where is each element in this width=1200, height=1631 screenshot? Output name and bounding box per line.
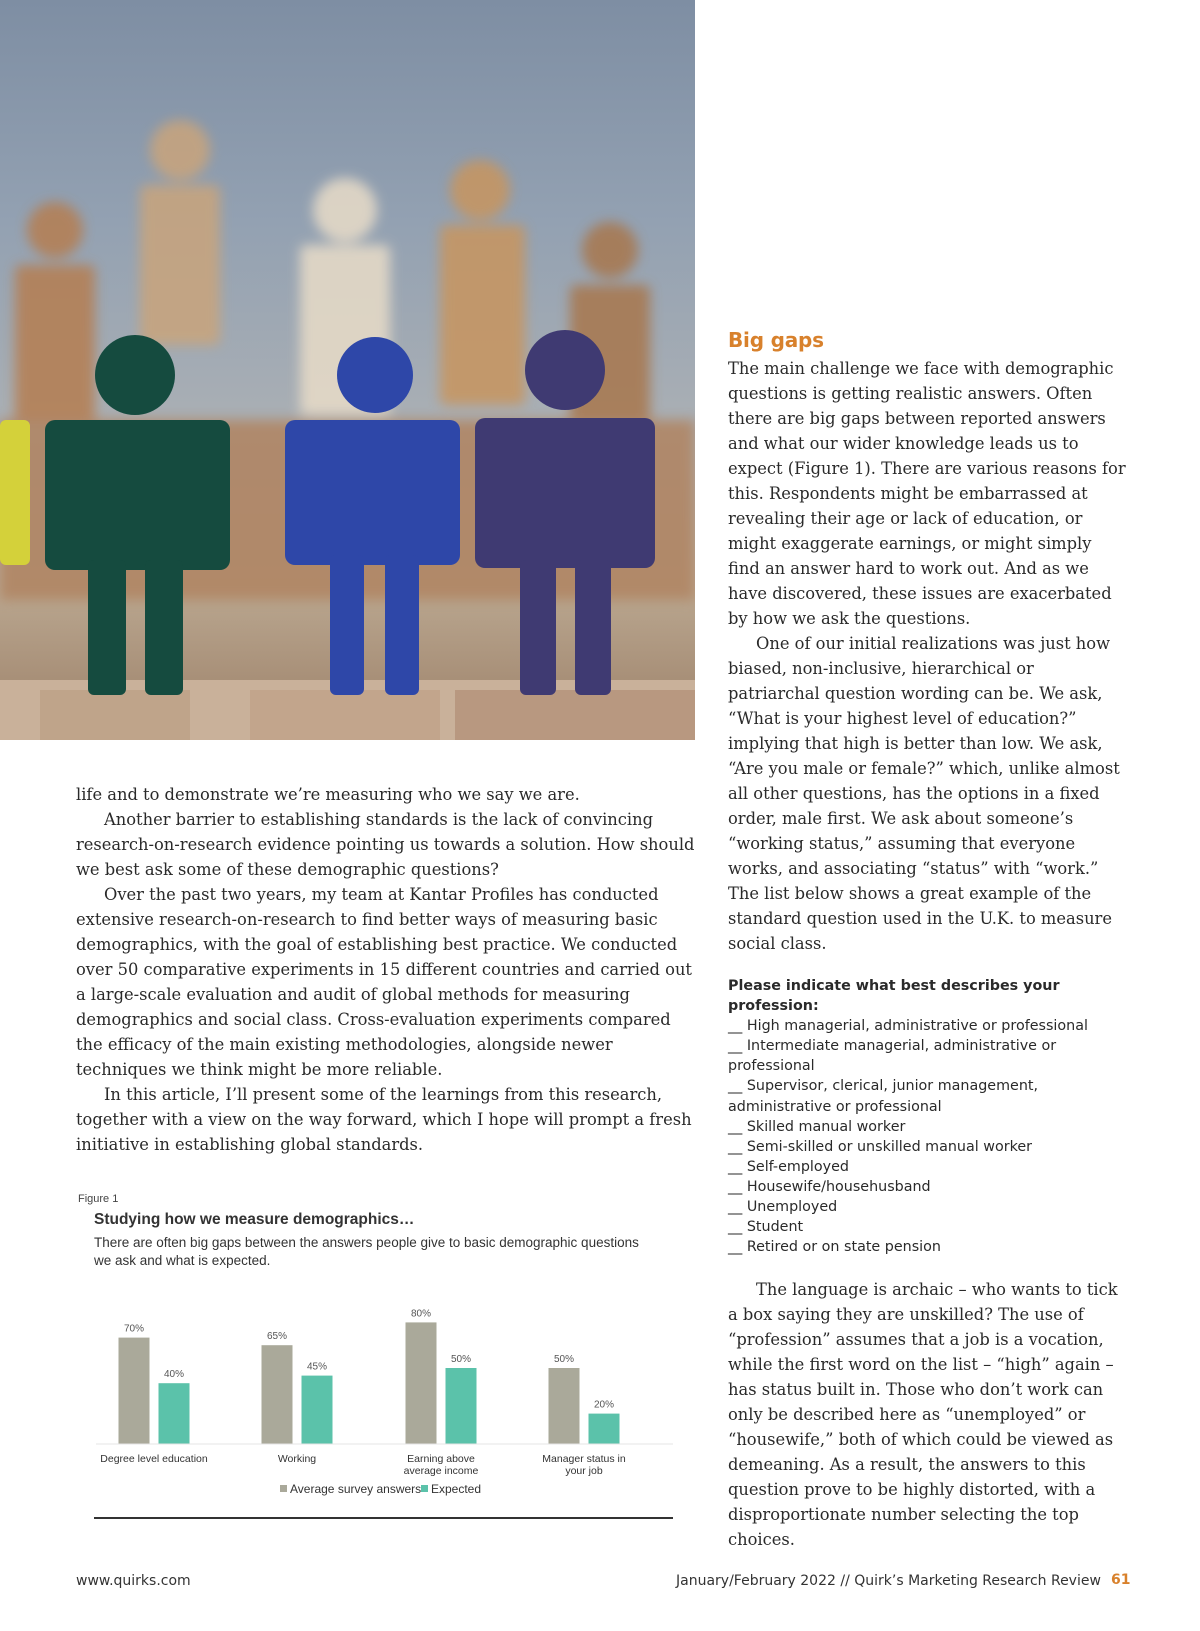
- question-option: __ Skilled manual worker: [728, 1118, 906, 1135]
- category-label: average income: [403, 1465, 479, 1477]
- category-label: Working: [277, 1453, 317, 1465]
- footer-url: www.quirks.com: [76, 1573, 191, 1589]
- category-label: your job: [565, 1465, 603, 1477]
- figure-label: Figure 1: [78, 1193, 119, 1205]
- figure-title: Studying how we measure demographics…: [94, 1211, 415, 1228]
- legend-swatch-expected: [421, 1485, 428, 1492]
- question-option: __ Unemployed: [728, 1199, 838, 1216]
- category-label: Manager status in: [542, 1453, 626, 1465]
- body-paragraph: life and to demonstrate we’re measuring who we say we are.: [76, 785, 580, 804]
- bar-average: [119, 1338, 150, 1444]
- bar-value-label: 50%: [450, 1354, 472, 1365]
- right-column: [728, 328, 1128, 1552]
- bar-expected: [446, 1368, 477, 1444]
- body-paragraph: The main challenge we face with demographic questions is getting realistic answers. Often there are big gaps between reported answers and what our wider knowledge leads us to expect (Figure 1). There are various reasons for this. Respondents might be embarrassed at revealing their age or lack of education, or might exaggerate earnings, or might simply find an answer hard to work out. And as we have discovered, these issues are exacerbated by how we ask the questions.: [728, 359, 1126, 628]
- bar-average: [406, 1322, 437, 1444]
- bar-average: [262, 1345, 293, 1444]
- bar-value-label: 20%: [593, 1399, 615, 1411]
- body-paragraph: Another barrier to establishing standards is the lack of convincing research-on-research evidence pointing us towards a solution. How should we best ask some of these demographic questions?: [76, 810, 695, 879]
- bar-value-label: 50%: [553, 1354, 575, 1365]
- hero-photo: [0, 0, 695, 740]
- question-option: __ High managerial, administrative or professional: [728, 1018, 1088, 1035]
- left-column: [76, 782, 696, 1157]
- body-paragraph: The language is archaic – who wants to tick a box saying they are unskilled? The use of “profession” assumes that a job is a vocation, while the first word on the list – “high” again – has status built in. Those who don’t work can only be described here as “unemployed” or “housewife,” both of which could be viewed as demeaning. As a result, the answers to this question prove to be highly distorted, with a disproportionate number selecting the top choices.: [728, 1280, 1118, 1550]
- bar-value-label: 65%: [266, 1331, 288, 1343]
- figure-1: [76, 1192, 686, 1522]
- question-option: __ Intermediate managerial, administrative or professional: [728, 1038, 1057, 1075]
- question-example: [728, 976, 1128, 1257]
- body-paragraph: In this article, I’ll present some of the learnings from this research, together with a view on the way forward, which I hope will prompt a fresh initiative in establishing global standards.: [76, 1085, 692, 1154]
- question-option: __ Housewife/househusband: [728, 1178, 931, 1195]
- question-option: __ Self-employed: [728, 1158, 849, 1175]
- bar-value-label: 45%: [306, 1361, 328, 1373]
- question-option: __ Supervisor, clerical, junior management, administrative or professional: [728, 1078, 1039, 1115]
- question-title: Please indicate what best describes your profession:: [728, 978, 1060, 1015]
- section-heading: Big gaps: [728, 328, 824, 352]
- legend-swatch-average: [280, 1485, 287, 1492]
- body-paragraph: Over the past two years, my team at Kantar Profiles has conducted extensive research-on-research to find better ways of measuring basic demographics, with the goal of establishing best practice. We conducted over 50 comparative experiments in 15 different countries and carried out a large-scale evaluation and audit of global methods for measuring demographics and social class. Cross-evaluation experiments compared the efficacy of the main existing methodologies, alongside newer techniques we think might be more reliable.: [76, 885, 692, 1079]
- bar-value-label: 80%: [410, 1308, 432, 1320]
- bar-average: [549, 1368, 580, 1444]
- chart-legend: [280, 1482, 481, 1496]
- question-option: __ Retired or on state pension: [728, 1239, 941, 1256]
- bar-value-label: 40%: [163, 1369, 185, 1381]
- footer-issue: January/February 2022 // Quirk’s Marketing Research Review: [676, 1573, 1101, 1589]
- wooden-people-figures-icon: [0, 0, 695, 740]
- bar-expected: [302, 1376, 333, 1444]
- legend-label-expected: Expected: [431, 1482, 482, 1496]
- bar-expected: [159, 1383, 190, 1444]
- figure-subtitle-line-2: we ask and what is expected.: [94, 1253, 271, 1268]
- page-number: 61: [1111, 1572, 1131, 1588]
- bar-value-label: 70%: [123, 1323, 145, 1335]
- bar-expected: [589, 1414, 620, 1444]
- bar-chart: [76, 1192, 686, 1522]
- category-label: Earning above: [407, 1453, 475, 1465]
- question-option: __ Semi-skilled or unskilled manual worker: [728, 1138, 1033, 1155]
- legend-label-average: Average survey answers: [290, 1482, 422, 1496]
- body-paragraph: One of our initial realizations was just how biased, non-inclusive, hierarchical or patriarchal question wording can be. We ask, “What is your highest level of education?” implying that high is better than low. We ask, “Are you male or female?” which, unlike almost all other questions, has the options in a fixed order, male first. We ask about someone’s “working status,” assuming that everyone works, and associating “status” with “work.” The list below shows a great example of the standard question used in the U.K. to measure social class.: [728, 634, 1120, 953]
- question-option: __ Student: [728, 1219, 804, 1236]
- figure-subtitle-line-1: There are often big gaps between the answers people give to basic demographic questions: [94, 1235, 639, 1250]
- category-label: Degree level education: [100, 1453, 208, 1465]
